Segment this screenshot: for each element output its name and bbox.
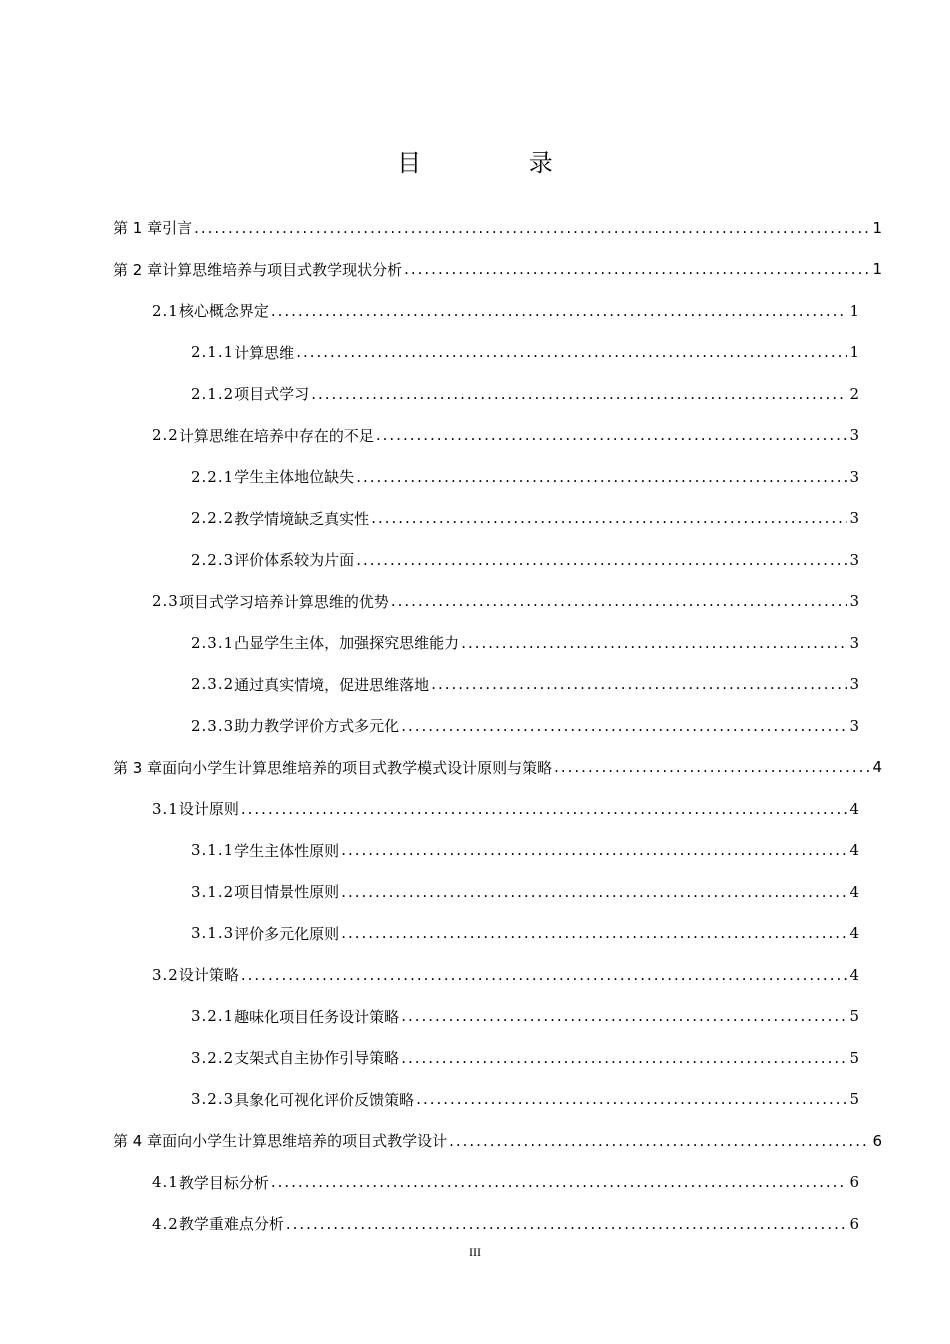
toc-entry-title: 趣味化项目任务设计策略 (234, 1007, 400, 1026)
dot-leader (296, 343, 847, 361)
toc-entry-page: 4 (849, 799, 859, 818)
toc-entry-number: 3.2.1 (191, 1007, 235, 1026)
toc-entry-title: 设计策略 (178, 966, 239, 985)
dot-leader (356, 468, 847, 486)
toc-entry-page: 3 (849, 467, 859, 486)
toc-entry-page: 1 (872, 218, 882, 237)
toc-entry-title: 支架式自主协作引导策略 (234, 1049, 400, 1068)
toc-entry-number: 2.1.1 (191, 343, 235, 362)
toc-entry[interactable] (0, 373, 950, 415)
dot-leader (449, 1132, 870, 1150)
toc-entry-page: 3 (849, 592, 859, 611)
toc-entry-number: 2.2 (152, 426, 179, 445)
toc-entry-title: 教学重难点分析 (178, 1215, 284, 1234)
toc-entry[interactable] (0, 498, 950, 540)
dot-leader (271, 302, 848, 320)
table-of-contents (0, 207, 950, 1245)
toc-entry[interactable] (0, 1037, 950, 1079)
toc-entry-page: 4 (849, 924, 859, 943)
toc-entry-number: 3.2.2 (191, 1048, 235, 1067)
toc-entry-page: 6 (849, 1214, 859, 1233)
dot-leader (341, 841, 847, 859)
toc-entry[interactable] (0, 249, 950, 291)
toc-entry-number: 2.3.2 (191, 675, 235, 694)
dot-leader (241, 966, 848, 984)
toc-entry-page: 2 (849, 384, 859, 403)
toc-entry-page: 4 (849, 882, 859, 901)
toc-entry-number: 2.2.2 (191, 509, 235, 528)
dot-leader (461, 634, 847, 652)
toc-entry-title: 项目情景性原则 (234, 883, 340, 902)
toc-entry-title: 面向小学生计算思维培养的项目式教学设计 (162, 1132, 448, 1151)
toc-entry-number: 2.3.3 (191, 716, 235, 735)
dot-leader (554, 758, 870, 776)
toc-entry[interactable] (0, 581, 950, 623)
dot-leader (401, 717, 847, 735)
toc-entry-title: 教学目标分析 (178, 1173, 269, 1192)
toc-entry[interactable] (0, 871, 950, 913)
toc-entry[interactable] (0, 456, 950, 498)
dot-leader (416, 1090, 847, 1108)
toc-entry-number: 3.1.2 (191, 882, 235, 901)
toc-entry-title: 评价体系较为片面 (234, 551, 355, 570)
toc-entry-page: 5 (849, 1007, 859, 1026)
toc-entry-number: 2.3.1 (191, 633, 235, 652)
toc-entry-title: 设计原则 (178, 800, 239, 819)
toc-entry-page: 3 (849, 716, 859, 735)
dot-leader (356, 551, 847, 569)
toc-entry-number: 第 2 章 (113, 260, 163, 279)
toc-entry[interactable] (0, 539, 950, 581)
toc-entry-number: 4.2 (152, 1214, 179, 1233)
dot-leader (391, 592, 848, 610)
dot-leader (401, 1049, 847, 1067)
toc-entry-number: 2.3 (152, 592, 179, 611)
toc-entry-page: 4 (849, 965, 859, 984)
toc-entry-title: 计算思维在培养中存在的不足 (178, 426, 374, 445)
dot-leader (241, 800, 848, 818)
toc-entry-title: 学生主体性原则 (234, 841, 340, 860)
toc-entry-page: 6 (849, 1173, 859, 1192)
toc-entry[interactable] (0, 1203, 950, 1245)
toc-entry[interactable] (0, 332, 950, 374)
toc-entry-number: 2.2.1 (191, 467, 235, 486)
toc-entry-title: 项目式学习 (234, 385, 310, 404)
toc-entry-number: 3.1.1 (191, 841, 235, 860)
toc-entry-title: 计算思维 (234, 343, 295, 362)
toc-entry-number: 2.1 (152, 301, 179, 320)
dot-leader (311, 385, 847, 403)
toc-entry[interactable] (0, 415, 950, 457)
toc-entry[interactable] (0, 1120, 950, 1162)
toc-entry[interactable] (0, 290, 950, 332)
toc-entry[interactable] (0, 664, 950, 706)
toc-entry-number: 3.2.3 (191, 1090, 235, 1109)
toc-entry-page: 4 (849, 841, 859, 860)
dot-leader (286, 1215, 848, 1233)
toc-entry-title: 具象化可视化评价反馈策略 (234, 1090, 415, 1109)
toc-entry[interactable] (0, 996, 950, 1038)
dot-leader (404, 260, 870, 278)
toc-entry-number: 3.1.3 (191, 924, 235, 943)
toc-entry[interactable] (0, 622, 950, 664)
toc-entry-page: 5 (849, 1090, 859, 1109)
toc-entry-title: 计算思维培养与项目式教学现状分析 (162, 260, 403, 279)
toc-entry-title: 教学情境缺乏真实性 (234, 509, 370, 528)
toc-entry-number: 第 4 章 (113, 1132, 163, 1151)
toc-entry-number: 第 3 章 (113, 758, 163, 777)
dot-leader (376, 426, 848, 444)
dot-leader (431, 675, 847, 693)
toc-entry-page: 6 (872, 1131, 882, 1150)
toc-entry[interactable] (0, 1162, 950, 1204)
toc-entry[interactable] (0, 954, 950, 996)
toc-entry-number: 4.1 (152, 1173, 179, 1192)
toc-entry-title: 面向小学生计算思维培养的项目式教学模式设计原则与策略 (162, 758, 553, 777)
toc-entry-title: 助力教学评价方式多元化 (234, 717, 400, 736)
toc-entry-number: 2.2.3 (191, 550, 235, 569)
dot-leader (194, 219, 870, 237)
toc-entry[interactable] (0, 830, 950, 872)
toc-entry-title: 凸显学生主体，加强探究思维能力 (234, 634, 460, 653)
toc-entry-page: 3 (849, 675, 859, 694)
toc-entry[interactable] (0, 788, 950, 830)
dot-leader (341, 924, 847, 942)
dot-leader (401, 1007, 847, 1025)
toc-entry[interactable] (0, 705, 950, 747)
toc-entry-title: 评价多元化原则 (234, 924, 340, 943)
toc-entry[interactable] (0, 913, 950, 955)
toc-title: 目 录 (397, 149, 603, 177)
toc-entry-number: 3.2 (152, 965, 179, 984)
toc-entry-page: 4 (872, 758, 882, 777)
toc-entry-title: 学生主体地位缺失 (234, 468, 355, 487)
toc-entry-page: 5 (849, 1048, 859, 1067)
toc-entry-page: 1 (849, 301, 859, 320)
toc-entry[interactable] (0, 207, 950, 249)
toc-entry-page: 3 (849, 550, 859, 569)
toc-entry-number: 2.1.2 (191, 384, 235, 403)
toc-entry-number: 3.1 (152, 799, 179, 818)
toc-entry-page: 3 (849, 426, 859, 445)
dot-leader (341, 883, 847, 901)
toc-entry[interactable] (0, 1079, 950, 1121)
toc-entry-title: 项目式学习培养计算思维的优势 (178, 592, 389, 611)
toc-entry-page: 1 (849, 343, 859, 362)
dot-leader (271, 1173, 848, 1191)
toc-entry-title: 引言 (162, 219, 193, 238)
toc-entry[interactable] (0, 747, 950, 789)
toc-entry-page: 3 (849, 509, 859, 528)
toc-entry-title: 核心概念界定 (178, 302, 269, 321)
toc-entry-page: 3 (849, 633, 859, 652)
dot-leader (371, 509, 847, 527)
page-number-footer: III (469, 1245, 481, 1259)
toc-entry-title: 通过真实情境，促进思维落地 (234, 675, 430, 694)
toc-entry-number: 第 1 章 (113, 219, 163, 238)
toc-entry-page: 1 (872, 260, 882, 279)
